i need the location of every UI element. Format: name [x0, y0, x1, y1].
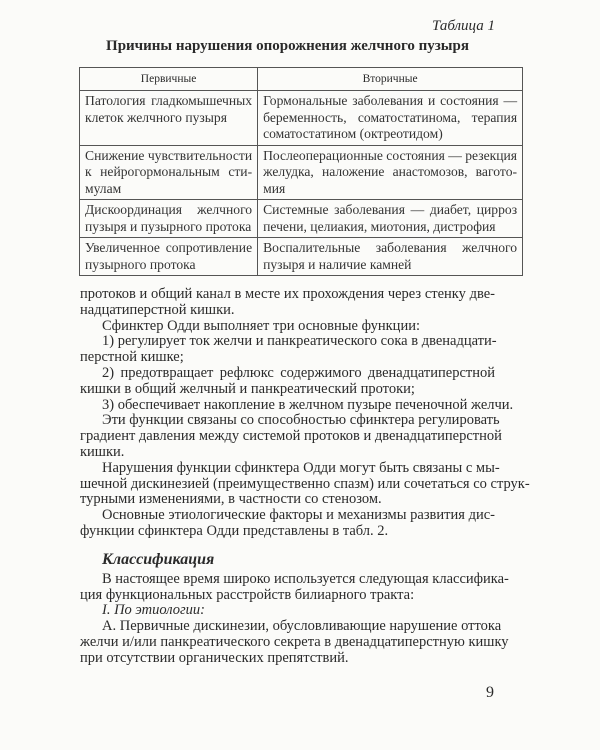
paragraph: [80, 508, 495, 540]
secondary-cause-cell: [258, 200, 523, 238]
table-label: Таблица 1: [432, 18, 495, 34]
primary-cause-cell: [80, 145, 258, 200]
page-number: 9: [486, 684, 494, 701]
text-line: Воспалительные заболевания желчного: [263, 240, 518, 255]
paragraphs-before-heading: [80, 286, 530, 540]
paragraph: [80, 319, 495, 335]
text-line: протоков и общий канал в месте их прохождения через стенку две-: [80, 286, 495, 302]
text-line: перстной кишке;: [80, 349, 184, 366]
text-line: мулам: [85, 180, 122, 196]
text-line: мия: [263, 180, 286, 196]
text-line: надцатиперстной кишки.: [80, 301, 235, 318]
paragraph: [80, 570, 509, 604]
text-line: печени, целиакия, миотония, дистрофия: [263, 218, 496, 234]
text-line: желудка, наложение анастомозов, ваготo-: [263, 164, 518, 179]
text-line: Дискоординация желчного: [85, 202, 253, 217]
text-line: Эти функции связаны со способностью сфинктера регулировать: [102, 412, 500, 429]
text-line: функции сфинктера Одди представлены в табл. 2.: [80, 522, 389, 539]
table-title: Причины нарушения опорожнения желчного пузыря: [106, 38, 469, 54]
primary-cause-cell: [80, 91, 258, 146]
paragraph: [80, 396, 514, 414]
text-line: Гормональные заболевания и состояния —: [263, 93, 518, 108]
text-line: клеток желчного пузыря: [85, 109, 227, 125]
text-line: Системные заболевания — диабет, цирроз: [263, 202, 518, 217]
paragraph: [80, 459, 530, 508]
table-row: [80, 238, 523, 276]
text-line: Нарушения функции сфинктера Одди могут быть связаны с мы-: [102, 459, 500, 476]
body-text: [80, 286, 530, 667]
text-line: беременность, соматостатинома, терапия: [263, 109, 518, 125]
secondary-cause-cell: [258, 145, 523, 200]
causes-table: [79, 67, 523, 276]
primary-cause-cell: [80, 238, 258, 276]
table-row: [80, 145, 523, 200]
text-line: I. По этиологии:: [102, 602, 205, 619]
text-line: пузырного протока: [85, 256, 196, 272]
text-line: желчи и/или панкреатического секрета в двенадцатиперстную кишку: [80, 633, 509, 650]
text-line: ция функциональных расстройств билиарного тракта:: [80, 586, 415, 603]
text-line: градиент давления между системой протоков и двенадцатиперстной: [80, 428, 502, 445]
column-header-primary: Первичные: [80, 68, 258, 91]
table-header-row: [80, 68, 523, 91]
text-line: Снижение чувствительности: [85, 147, 253, 163]
text-line: пузыря и наличие камней: [263, 256, 412, 272]
table-row: [80, 91, 523, 146]
text-line: Сфинктер Одди выполняет три основные функции:: [102, 317, 420, 334]
text-line: к нейрогормональным сти-: [85, 164, 253, 179]
text-line: В настоящее время широко используется следующая классифика-: [102, 570, 509, 587]
paragraph: [80, 334, 495, 366]
text-line: А. Первичные дискинезии, обусловливающие нарушение оттока: [102, 618, 502, 635]
text-line: Основные этиологические факторы и механизмы развития дис-: [102, 507, 495, 524]
text-line: 1) регулирует ток желчи и панкреатического сока в двенадцати-: [102, 333, 497, 350]
text-line: Послеоперационные состояния — резекция: [263, 147, 518, 163]
column-header-secondary: Вторичные: [258, 68, 523, 91]
paragraph: [80, 603, 495, 619]
paragraph: [80, 618, 509, 666]
text-line: шечной дискинезией (преимущественно спазм) или сочетаться со струк-: [80, 475, 530, 492]
text-line: кишки в общий желчный и панкреатический протоки;: [80, 380, 415, 397]
table-body: [80, 91, 523, 276]
text-line: Патология гладкомышечных: [85, 93, 253, 108]
paragraph: [80, 366, 495, 398]
secondary-cause-cell: [258, 91, 523, 146]
paragraphs-after-heading: [80, 570, 509, 667]
text-line: пузыря и пузырного протока: [85, 218, 252, 234]
text-line: 2) предотвращает рефлюкс содержимого двенадцатиперстной: [102, 364, 495, 381]
text-line: при отсутствии органических препятствий.: [80, 649, 349, 666]
primary-cause-cell: [80, 200, 258, 238]
secondary-cause-cell: [258, 238, 523, 276]
section-heading: Классификация: [102, 550, 215, 568]
text-line: соматостатином (октреотидом): [263, 126, 443, 141]
paragraph: [80, 287, 495, 319]
text-line: Увеличенное сопротивление: [85, 240, 253, 255]
text-line: турными изменениями, в частности со стенозом.: [80, 491, 382, 508]
table-row: [80, 200, 523, 238]
text-line: 3) обеспечивает накопление в желчном пузыре печеночной желчи.: [102, 396, 514, 413]
paragraph: [80, 412, 502, 460]
text-line: кишки.: [80, 443, 125, 460]
